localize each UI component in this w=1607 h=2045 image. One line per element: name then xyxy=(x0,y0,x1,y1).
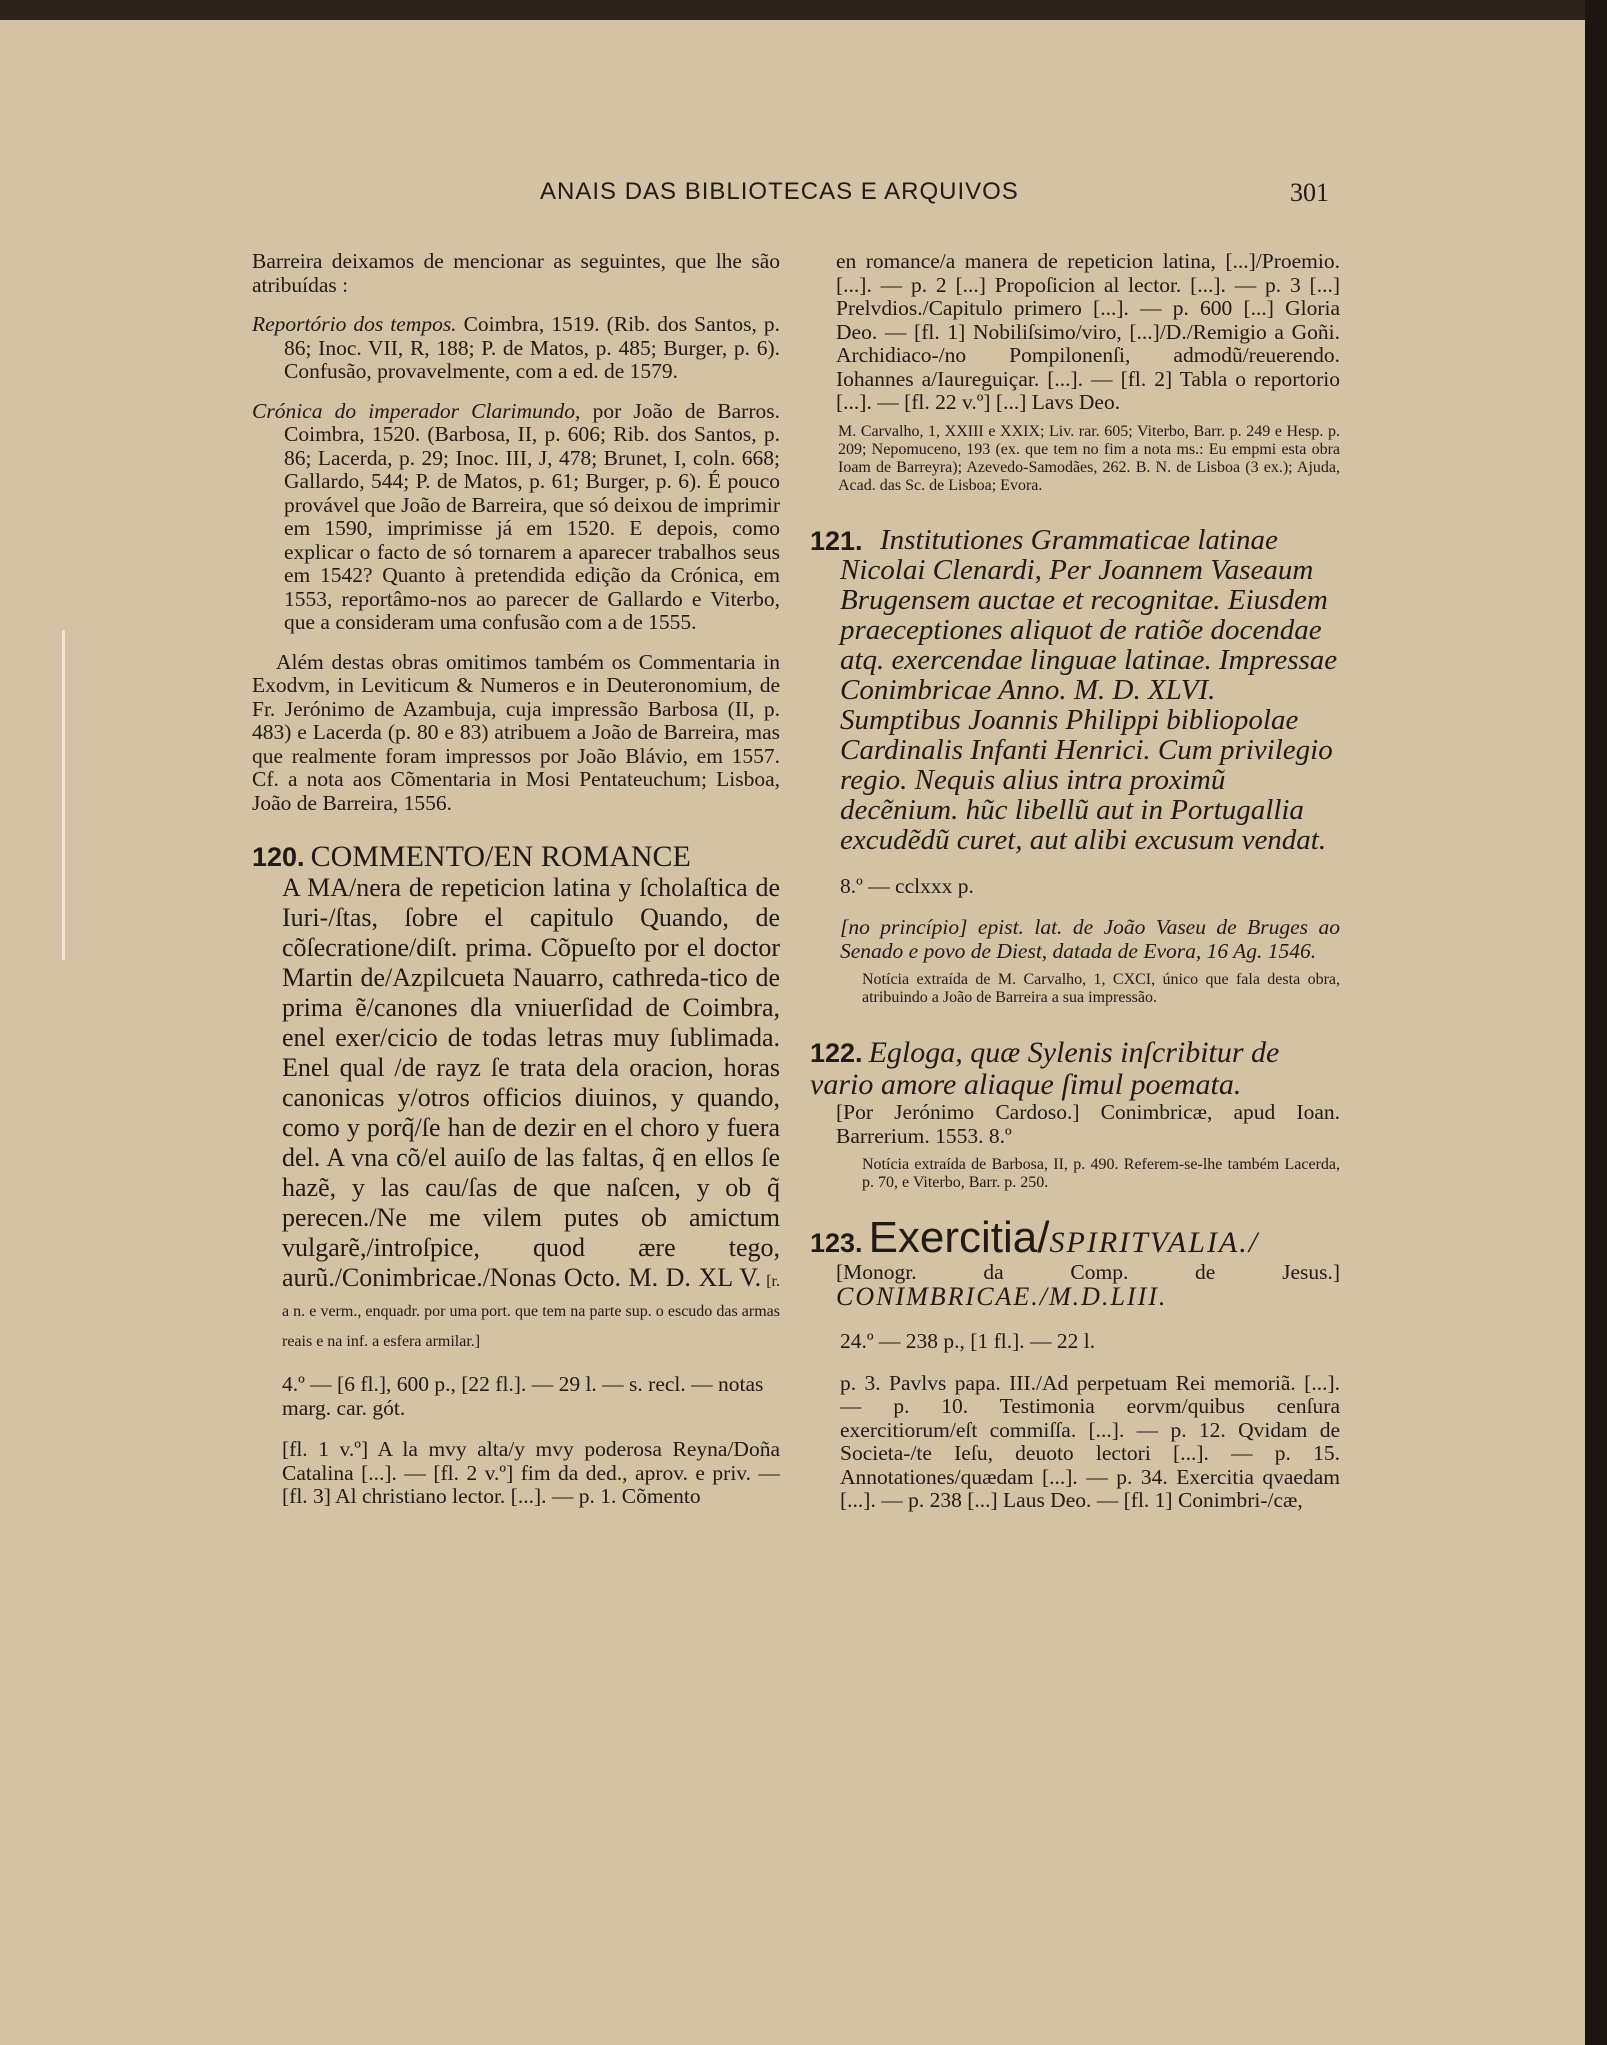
entry-121-note: Notícia extraída de M. Carvalho, 1, CXCI, único que fala desta obra, atribuindo a João de Barreira a sua impressão. xyxy=(862,971,1340,1006)
ref-text: Coimbra, 1519. (Rib. dos Santos, p. 86; Inoc. VII, R, 188; P. de Matos, p. 485; Burger, p. 6). Confusão, provavelmente, com a ed. de 1579. xyxy=(284,312,780,383)
entry-120-note: M. Carvalho, 1, XXIII e XXIX; Liv. rar. 605; Viterbo, Barr. p. 249 e Hesp. p. 209; Nepomuceno, 193 (ex. que tem no fim a nota ms.: Eu empmi esta obra Ioam de Barreyra); Azevedo-Samodães, 262. B. N. de Lisboa (3 ex.); Ajuda, Acad. das Sc. de Lisboa; Evora. xyxy=(838,422,1340,494)
entry-120-format: 4.º — [6 fl.], 600 p., [22 fl.]. — 29 l. — s. recl. — notas marg. car. gót. xyxy=(282,1372,764,1420)
book-page xyxy=(0,20,1585,2045)
entry-121-quote: [no princípio] epist. lat. de João Vaseu de Bruges ao Senado e povo de Diest, datada de Evora, 16 Ag. 1546. xyxy=(840,915,1340,963)
entry-number: 122. xyxy=(810,1038,863,1068)
entry-title: COMMENTO/EN ROMANCE xyxy=(310,840,691,873)
left-column xyxy=(252,250,780,1509)
entry-123-format: 24.º — 238 p., [1 fl.]. — 22 l. xyxy=(840,1329,1096,1353)
entry-120-heading xyxy=(252,841,780,873)
binding-thread xyxy=(62,630,65,960)
entry-title-caps: SPIRITVALIA./ xyxy=(1049,1226,1260,1259)
imprint: CONIMBRICAE./M.D.LIII. xyxy=(836,1281,1168,1311)
scan-top-edge xyxy=(0,0,1607,20)
entry-number: 121. xyxy=(810,525,863,556)
entry-122-body: [Por Jerónimo Cardoso.] Conimbricæ, apud Ioan. Barrerium. 1553. 8.º xyxy=(836,1100,1340,1148)
scan-right-edge xyxy=(1585,0,1607,2045)
running-header: ANAIS DAS BIBLIOTECAS E ARQUIVOS xyxy=(540,178,1019,205)
monogram-note: [Monogr. da Comp. de Jesus.] xyxy=(836,1260,1340,1284)
entry-123-heading xyxy=(810,1213,1340,1262)
entry-body-tail: [r. a n. e verm., enquadr. por uma port. que tem na parte sup. o escudo das armas reais e na inf. a esfera armilar.] xyxy=(282,1273,780,1350)
entry-title: Exercitia/ xyxy=(868,1213,1050,1262)
entry-121-title: Institutiones Grammaticae latinae Nicolai Clenardi, Per Joannem Vaseaum Brugensem auctae et recognitae. Eiusdem praeceptiones aliquot de ratiõe docendae atq. exercendae linguae latinae. Impressae Conimbricae Anno. M. D. XLVI. Sumptibus Joannis Philippi bibliopolae Cardinalis Infanti Henrici. Cum privilegio regio. Nequis alius intra proximũ decẽnium. hũc libellũ aut in Portugallia excudẽdũ curet, aut alibi excusum vendat. xyxy=(840,523,1338,856)
reference-cronica xyxy=(252,400,780,635)
ref-title: Reportório dos tempos. xyxy=(252,312,457,336)
reference-reportorio xyxy=(252,313,780,384)
ref-title: Crónica do imperador Clarimundo, xyxy=(252,398,581,423)
entry-body-text: A MA/nera de repeticion latina y ſcholaſtica de Iuri-/ſtas, ſobre el capitulo Quando, de cõſecratione/diſt. prima. Cõpueſto por el doctor Martin de/Azpilcueta Nauarro, cathreda-tico de prima ẽ/canones dla vniuerſidad de Coimbra, enel exer/cicio de todas letras muy ſublimada. Enel qual /de rayz ſe trata dela oracion, horas canonicas y/otros officios diuinos, y quando, como y porq̃/ſe han de dezir en el choro y fuera del. A vna cõ/el auiſo de las faltas, q̃ en ellos ſe hazẽ, y las cau/ſas de que naſcen, y ob q̃ perecen./Ne me vilem putes ob amictum vulgarẽ,/introſpice, quod ære tego, aurũ./Conimbricae./Nonas Octo. M. D. XL V. xyxy=(282,873,780,1292)
entry-number: 120. xyxy=(252,842,305,872)
entry-123-quote: p. 3. Pavlvs papa. III./Ad perpetuam Rei memoriã. [...]. — p. 10. Testimonia eorvm/quibus cenſura exercitiorum/eſt commiſſa. [...]. — p. 12. Qvidam de Societa-/te Ieſu, deuoto lectori [...]. — p. 15. Annotationes/quædam [...]. — p. 34. Exercitia qvaedam [...]. — p. 238 [...] Laus Deo. — [fl. 1] Conimbri-/cæ, xyxy=(840,1370,1340,1512)
page-number: 301 xyxy=(1290,178,1329,207)
right-column xyxy=(810,250,1340,1513)
entry-title: Egloga, quæ Sylenis inſcribitur de vario amore aliaque ſimul poemata. xyxy=(810,1036,1280,1101)
intro-text: Barreira deixamos de mencionar as seguintes, que lhe são atribuídas : xyxy=(252,249,780,297)
entry-120-body xyxy=(252,873,780,1353)
entry-number: 123. xyxy=(810,1228,863,1258)
entry-122-heading xyxy=(810,1037,1340,1101)
paragraph-omitted-works: Além destas obras omitimos também os Commentaria in Exodvm, in Leviticum & Numeros e in Deuteronomium, de Fr. Jerónimo de Azambuja, cuja impressão Barbosa (II, p. 483) e Lacerda (p. 80 e 83) atribuem a João de Barreira, mas que realmente foram impressos por João Blávio, em 1557. Cf. a nota aos Cõmentaria in Mosi Pentateuchum; Lisboa, João de Barreira, 1556. xyxy=(252,649,780,815)
ref-text: por João de Barros. Coimbra, 1520. (Barbosa, II, p. 606; Rib. dos Santos, p. 86; Lacerda, p. 29; Inoc. III, J, 478; Brunet, I, coln. 668; Gallardo, 544; P. de Matos, p. 61; Burger, p. 6). É pouco provável que João de Barreira, que só deixou de imprimir em 1590, imprimisse já em 1520. E depois, como explicar o facto de só tornarem a aparecer trabalhos seus em 1542? Quanto à pretendida edição da Crónica, em 1553, reportâmo-nos ao parecer de Gallardo e Viterbo, que a consideram uma confusão com a de 1555. xyxy=(284,398,780,634)
entry-120-continuation: en romance/a manera de repeticion latina, [...]/Proemio. [...]. — p. 2 [...] Propoſicion al lector. [...]. — p. 3 [...] Prelvdios./Capitulo primero [...]. — p. 600 [...] Gloria Deo. — [fl. 1] Nobiliſsimo/viro, [...]/D./Remigio a Goñi. Archidiaco-/no Pompilonenſi, admodũ/reuerendo. Iohannes a/Iaureguiçar. [...]. — [fl. 2] Tabla o reportorio [...]. — [fl. 22 v.º] [...] Lavs Deo. xyxy=(836,249,1340,414)
entry-120-quote: [fl. 1 v.º] A la mvy alta/y mvy poderosa Reyna/Doña Catalina [...]. — [fl. 2 v.º] fim da ded., aprov. e priv. — [fl. 3] Al christiano lector. [...]. — p. 1. Cõmento xyxy=(282,1437,780,1508)
entry-122-note: Notícia extraída de Barbosa, II, p. 490. Referem-se-lhe também Lacerda, p. 70, e Viterbo, Barr. p. 250. xyxy=(862,1156,1340,1191)
entry-121-format: 8.º — cclxxx p. xyxy=(840,873,974,898)
entry-123-subtitle xyxy=(810,1259,1340,1310)
